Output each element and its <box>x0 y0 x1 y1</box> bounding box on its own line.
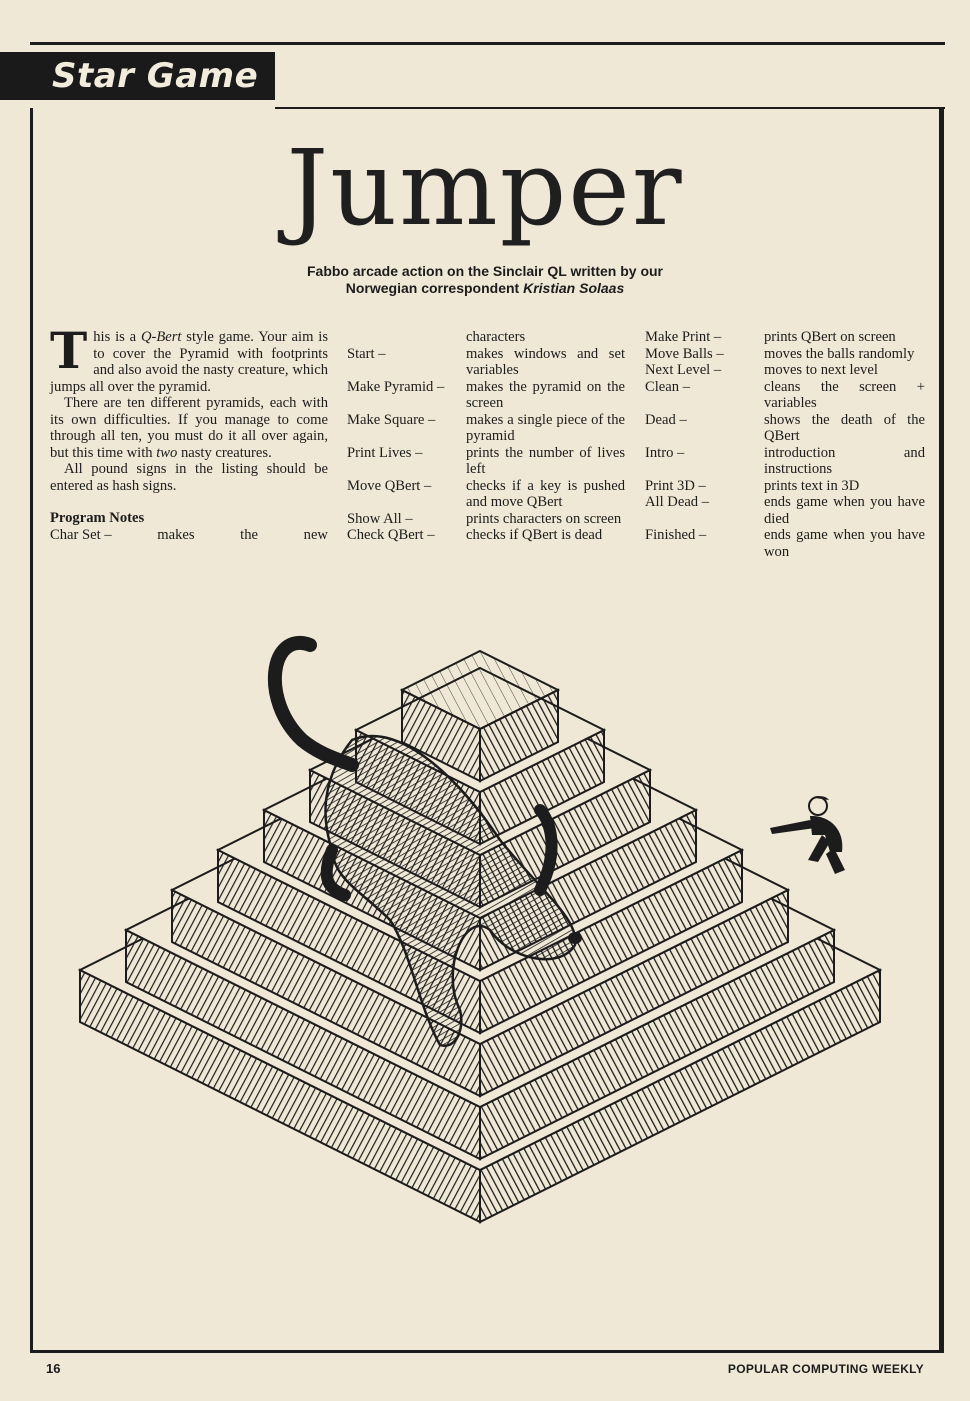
program-note <box>347 478 625 511</box>
note-desc: checks if QBert is dead <box>466 527 603 543</box>
game-reference: Q-Bert <box>140 329 182 345</box>
program-note <box>347 445 625 478</box>
magazine-name: POPULAR COMPUTING WEEKLY <box>727 1362 924 1376</box>
note-name: Show All – <box>347 510 413 527</box>
standfirst-prefix: Norwegian correspondent <box>345 280 520 296</box>
note-desc: moves the balls randomly <box>764 345 915 362</box>
note-name: Move QBert – <box>347 477 432 494</box>
note-name: Clean – <box>645 378 690 395</box>
note-desc: ends game when you have died <box>764 494 925 527</box>
emphasis: two <box>156 444 178 461</box>
program-note <box>347 511 625 528</box>
drop-cap: T <box>50 321 88 380</box>
program-note-char-set <box>50 527 328 544</box>
note-desc: introduction and instructions <box>764 444 925 477</box>
program-note <box>347 379 625 412</box>
program-note <box>645 379 925 412</box>
note-name: Intro – <box>645 444 685 461</box>
standfirst <box>200 263 770 297</box>
intro-paragraph-1 <box>50 321 329 395</box>
program-notes-column-2 <box>347 329 625 544</box>
note-desc-word: the <box>240 526 259 543</box>
note-desc: makes windows and set variables <box>466 345 625 378</box>
note-name: Make Square – <box>347 411 436 428</box>
intro-text: style game. Your aim is to cover the Pyramid with footprints and also avoid the nasty creature, which jumps all over the pyramid. <box>50 329 329 395</box>
note-name: Print Lives – <box>347 444 423 461</box>
body-text: There are ten different pyramids, each with its own difficulties. If you manage to come through all ten, you must do it all over again, but this time with <box>50 395 328 461</box>
note-name: Next Level – <box>645 362 722 378</box>
top-rule <box>30 42 945 45</box>
note-desc: cleans the screen + variables <box>764 378 925 411</box>
page-number: 16 <box>46 1361 61 1376</box>
note-desc: characters <box>466 329 526 345</box>
note-desc: prints the number of lives left <box>466 444 625 477</box>
program-note <box>645 346 925 363</box>
note-name: Finished – <box>645 527 707 543</box>
standfirst-line2 <box>200 280 770 297</box>
program-note <box>645 494 925 527</box>
program-note <box>645 445 925 478</box>
program-note <box>645 527 925 560</box>
note-desc: makes the pyramid on the screen <box>466 378 625 411</box>
frame-left-rule <box>30 108 33 1351</box>
note-name: Char Set – <box>50 526 112 543</box>
note-name: Make Print – <box>645 329 722 345</box>
note-desc-word: makes <box>157 526 195 543</box>
note-name: Check QBert – <box>347 527 435 543</box>
note-desc: prints QBert on screen <box>764 329 896 345</box>
author-name: Kristian Solaas <box>523 280 625 296</box>
article-column-1 <box>50 321 329 543</box>
standfirst-line1: Fabbo arcade action on the Sinclair QL written by our <box>306 263 664 279</box>
note-desc: ends game when you have won <box>764 527 925 560</box>
note-desc: moves to next level <box>764 362 878 378</box>
header-underline <box>275 107 945 109</box>
intro-text: his is a <box>93 329 141 345</box>
note-desc: prints characters on screen <box>466 510 622 527</box>
article-title: Jumper <box>286 127 684 249</box>
program-note <box>347 346 625 379</box>
intro-paragraph-3: All pound signs in the listing should be entered as hash signs. <box>50 461 328 494</box>
note-desc: checks if a key is pushed and move QBert <box>466 477 625 510</box>
note-name: Dead – <box>645 411 687 428</box>
note-desc: makes a single piece of the pyramid <box>466 411 625 444</box>
note-name: All Dead – <box>645 494 710 510</box>
program-note <box>645 412 925 445</box>
body-text: nasty creatures. <box>177 444 272 461</box>
note-name: Move Balls – <box>645 345 724 362</box>
note-name: Start – <box>347 345 386 362</box>
program-note <box>645 329 925 346</box>
section-label: Star Game <box>52 56 259 96</box>
program-note <box>645 478 925 495</box>
note-name: Make Pyramid – <box>347 378 445 395</box>
program-note <box>347 527 625 544</box>
program-note <box>347 329 625 346</box>
note-desc-word: new <box>303 526 328 543</box>
program-notes-heading: Program Notes <box>50 510 145 526</box>
note-name <box>347 329 466 346</box>
frame-bottom-rule <box>30 1350 944 1353</box>
frame-right-rule <box>939 108 944 1353</box>
intro-paragraph-2 <box>50 395 328 461</box>
qbert-figure <box>770 796 845 874</box>
program-notes-column-3 <box>645 329 925 560</box>
pyramid-illustration <box>70 590 900 1350</box>
note-desc: shows the death of the QBert <box>764 411 925 444</box>
pyramid-steps <box>80 651 880 1222</box>
program-note <box>645 362 925 379</box>
note-name: Print 3D – <box>645 477 706 494</box>
program-note <box>347 412 625 445</box>
note-desc: prints text in 3D <box>764 477 860 494</box>
